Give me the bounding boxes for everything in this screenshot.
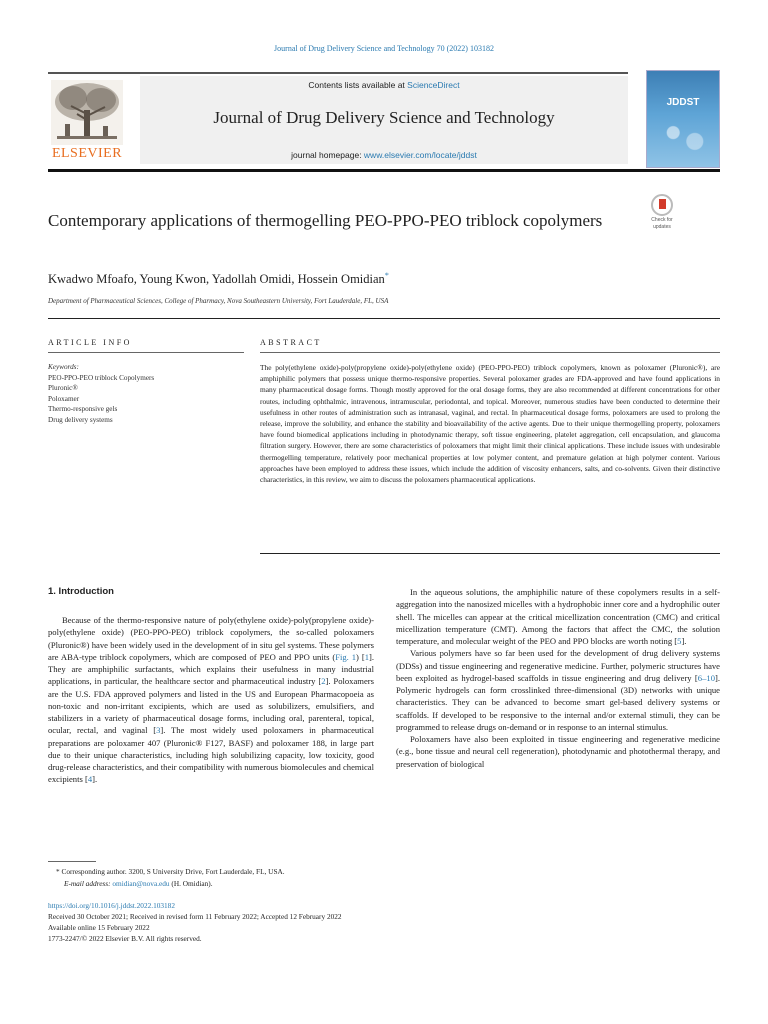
article-info-heading: ARTICLE INFO: [48, 338, 132, 347]
keywords-block: [48, 362, 248, 425]
keyword-item: Poloxamer: [48, 394, 80, 403]
check-updates-label-1: Check for: [651, 217, 673, 223]
divider: [48, 352, 244, 353]
left-column: [48, 614, 374, 786]
body-paragraph: Various polymers have so far been used for the development of drug delivery systems (DDSs) and tissue engineering and regenerative medicine. Further, polymeric structures have been exploited as hydrogel-based scaffolds in tissue engineering and drug delivery [6–10]. Polymeric hydrogels can form crosslinked three-dimensional (3D) networks with unique characteristics. They can be advanced to become smart gel-based delivery systems or scaffolds. If developed to be responsive to the internal and/or external stimuli, they can be programmed to release drugs on-demand or in response to an internal stimulus.: [396, 648, 720, 732]
abstract-text: The poly(ethylene oxide)-poly(propylene oxide)-poly(ethylene oxide) (PEO-PPO-PEO) triblock copolymers, known as poloxamer (Pluronic®), are amphiphilic polymers that possess unique thermo-responsive properties. Several poloxamer grades are FDA-approved and have found applications in many pharmaceutical dosage forms. Though mostly approved for the oral dosage forms, they are also recommended at different concentrations for other routes, including ophthalmic, intravenous, intramuscular, periodontal, and topical. Moreover, numerous studies have been conducted to determine their usefulness in other routes of administration such as intranasal, vaginal, and rectal. In pharmaceutical dosage forms, poloxamers are used to prolong the release, improve the solubility, and enhance the stability and bioavailability of the active agents. Due to their unique thermogelling property, poloxamers have found biomedical applications including in photodynamic therapy, soft tissue engineering, platelet aggregation, cell encapsulation, and glaucoma filtration surgery. However, there are some characteristics of poloxamers that might limit their clinical applications. These include issues with undesirable thermogelling temperature, relatively poor mechanical properties at low polymer content, and premature gelation at high polymer content. Various approaches have been employed to address these issues, which include the addition of viscosity enhancers, salts, and co-solvents. Given their distinctive characteristics, in this review, we aim to discuss the poloxamers pharmaceutical applications.: [260, 363, 720, 485]
email-link[interactable]: omidian@nova.edu: [112, 878, 170, 888]
doi-link[interactable]: https://doi.org/10.1016/j.jddst.2022.103182: [48, 901, 175, 910]
body-paragraph: Poloxamers have also been exploited in tissue engineering and regenerative medicine (e.g., bone tissue and neural cell regeneration), photodynamic and photothermal therapy, and preservation of biological: [396, 734, 720, 769]
contents-prefix: Contents lists available at: [308, 80, 408, 90]
contents-line: [140, 80, 628, 90]
reference-link[interactable]: 4: [87, 774, 93, 785]
check-for-updates-button[interactable]: [646, 194, 678, 230]
right-column: [396, 586, 720, 770]
divider: [260, 553, 720, 554]
email-label: E-mail address:: [64, 878, 113, 888]
authors-text[interactable]: Kwadwo Mfoafo, Young Kwon, Yadollah Omidi, Hossein Omidian: [48, 272, 385, 287]
footnote-divider: [48, 861, 96, 862]
elsevier-tree-icon: [51, 80, 123, 145]
article-title: Contemporary applications of thermogelling PEO-PPO-PEO triblock copolymers: [48, 211, 603, 230]
journal-title[interactable]: Journal of Drug Delivery Science and Technology: [213, 108, 555, 127]
reference-link[interactable]: 5: [677, 636, 682, 646]
copyright: 1773-2247/© 2022 Elsevier B.V. All rights reserved.: [48, 934, 202, 943]
publisher-name: ELSEVIER: [51, 146, 123, 161]
check-updates-icon: [651, 194, 673, 216]
cover-artwork: [657, 115, 711, 159]
journal-banner: [140, 76, 628, 164]
online-date: Available online 15 February 2022: [48, 923, 150, 932]
body-paragraph: In the aqueous solutions, the amphiphilic nature of these copolymers results in a self-aggregation into the nanosized micelles with a hydrophobic inner core and a hydrophilic outer shell. The micelles can appear at the critical micellization concentration (CMC) and critical micellization temperature (CMT). Among the factors that affect the CMC, the solution temperature, and molecular weight of the PEO and PPO blocks are worth noting [5].: [396, 587, 720, 646]
affiliation: Department of Pharmaceutical Sciences, College of Pharmacy, Nova Southeastern University, Fort Lauderdale, FL, USA: [48, 297, 389, 305]
keyword-item: PEO-PPO-PEO triblock Copolymers: [48, 373, 155, 382]
sciencedirect-link[interactable]: ScienceDirect: [407, 80, 460, 90]
figure-link[interactable]: Fig. 1: [335, 651, 357, 662]
corresponding-author-mark[interactable]: *: [384, 271, 389, 280]
section-heading-introduction: 1. Introduction: [48, 586, 114, 597]
divider: [48, 318, 720, 319]
header-bottom-rule: [48, 169, 720, 172]
email-suffix: (H. Omidian).: [169, 878, 213, 888]
keyword-item: Thermo-responsive gels: [48, 405, 118, 413]
reference-link[interactable]: 6–10: [697, 672, 715, 683]
reference-link[interactable]: 2: [321, 676, 326, 687]
reference-link[interactable]: 3: [156, 725, 161, 736]
divider: [260, 352, 720, 353]
reference-link[interactable]: 1: [364, 651, 369, 662]
keyword-item: Drug delivery systems: [48, 415, 113, 424]
publication-info: [48, 900, 548, 944]
author-list: [48, 271, 389, 287]
journal-header: [48, 72, 628, 167]
bookmark-icon: [659, 199, 666, 209]
check-updates-label-2: updates: [653, 224, 671, 230]
keywords-label: Keywords:: [48, 363, 79, 371]
keyword-item: Pluronic®: [48, 384, 78, 392]
homepage-prefix: journal homepage:: [291, 150, 364, 160]
journal-cover-image[interactable]: [646, 70, 720, 168]
running-header[interactable]: Journal of Drug Delivery Science and Technology 70 (2022) 103182: [274, 44, 494, 53]
body-paragraph: Because of the thermo-responsive nature of poly(ethylene oxide)-poly(propylene oxide)-poly(ethylene oxide) (PEO-PPO-PEO) triblock copolymers, the so-called poloxamers (Pluronic®) have been widely used in the development of in situ gel systems. These polymers are ABA-type triblock copolymers, which are composed of PEO and PPO units (Fig. 1) [1]. They are amphiphilic surfactants, which explains their usefulness in many industrial applications, in particular, the healthcare sector and pharmaceutical industry [2]. Poloxamers are the U.S. FDA approved polymers and listed in the US and European Pharmacopoeia as non-toxic and non-irritant excipients, which are used as solubilizers, emulsifiers, and stabilizers in a variety of pharmaceutical dosage forms, including oral, parenteral, topical, ocular, rectal, and vaginal [3]. The most widely used poloxamers in pharmaceutical preparations are poloxamer 407 (Pluronic® F127, BASF) and poloxamer 188, in large part due to their unique characteristics, including high solubilizing capacity, low toxicity, good drug-release characteristics, and their compatibility with numerous biomolecules and chemical excipients [4].: [48, 615, 375, 785]
homepage-line: [140, 150, 628, 160]
cover-label: JDDST: [666, 97, 700, 108]
email-line: [48, 878, 378, 890]
footnote: [48, 866, 378, 889]
elsevier-logo[interactable]: [48, 80, 126, 162]
corresponding-author-note: * Corresponding author. 3200, S University Drive, Fort Lauderdale, FL, USA.: [56, 867, 285, 876]
header-top-rule: [48, 72, 628, 74]
abstract-heading: ABSTRACT: [260, 338, 322, 347]
homepage-link[interactable]: www.elsevier.com/locate/jddst: [363, 150, 477, 160]
received-dates: Received 30 October 2021; Received in revised form 11 February 2022; Accepted 12 February 2022: [48, 912, 342, 921]
